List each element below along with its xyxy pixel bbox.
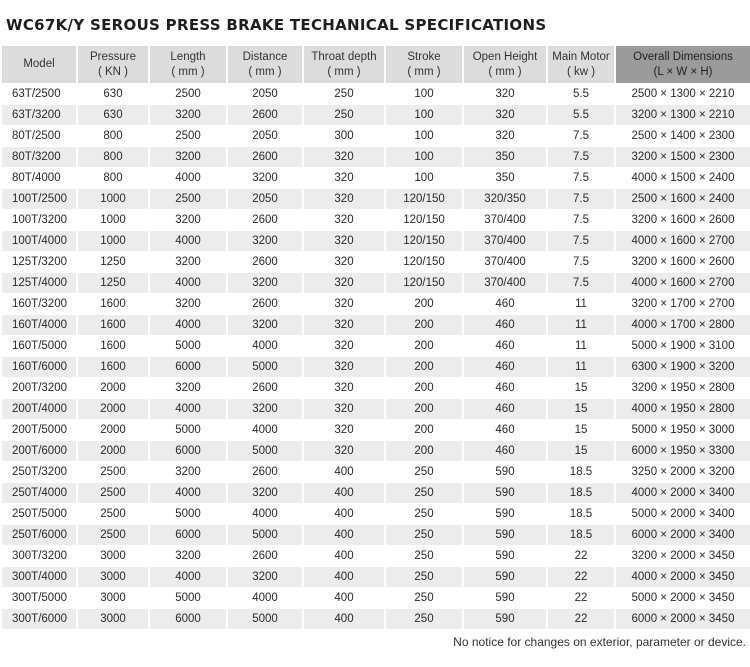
cell-model: 200T/4000 xyxy=(2,399,76,419)
cell-stroke: 200 xyxy=(386,357,462,377)
cell-main-motor: 5.5 xyxy=(548,105,614,125)
cell-stroke: 120/150 xyxy=(386,210,462,230)
cell-main-motor: 11 xyxy=(548,336,614,356)
table-row xyxy=(2,567,750,587)
cell-overall-dimensions: 6000 × 1950 × 3300 xyxy=(616,441,750,461)
cell-overall-dimensions: 5000 × 2000 × 3450 xyxy=(616,588,750,608)
cell-length: 2500 xyxy=(150,126,226,146)
cell-pressure: 2000 xyxy=(78,378,148,398)
cell-model: 250T/3200 xyxy=(2,462,76,482)
table-row xyxy=(2,189,750,209)
cell-overall-dimensions: 2500 × 1400 × 2300 xyxy=(616,126,750,146)
table-row xyxy=(2,105,750,125)
cell-pressure: 2000 xyxy=(78,399,148,419)
cell-open-height: 590 xyxy=(464,546,546,566)
cell-pressure: 3000 xyxy=(78,609,148,629)
cell-stroke: 250 xyxy=(386,462,462,482)
cell-throat-depth: 250 xyxy=(304,84,384,104)
cell-model: 250T/4000 xyxy=(2,483,76,503)
cell-length: 4000 xyxy=(150,231,226,251)
cell-main-motor: 22 xyxy=(548,609,614,629)
table-row xyxy=(2,609,750,629)
cell-stroke: 250 xyxy=(386,588,462,608)
cell-open-height: 460 xyxy=(464,294,546,314)
cell-stroke: 200 xyxy=(386,315,462,335)
cell-main-motor: 7.5 xyxy=(548,210,614,230)
cell-overall-dimensions: 3200 × 1600 × 2600 xyxy=(616,252,750,272)
cell-overall-dimensions: 3200 × 1500 × 2300 xyxy=(616,147,750,167)
cell-open-height: 460 xyxy=(464,336,546,356)
cell-throat-depth: 400 xyxy=(304,546,384,566)
cell-stroke: 100 xyxy=(386,126,462,146)
cell-open-height: 590 xyxy=(464,504,546,524)
cell-main-motor: 18.5 xyxy=(548,504,614,524)
cell-length: 4000 xyxy=(150,315,226,335)
cell-pressure: 630 xyxy=(78,105,148,125)
cell-stroke: 250 xyxy=(386,525,462,545)
cell-length: 6000 xyxy=(150,609,226,629)
cell-throat-depth: 250 xyxy=(304,105,384,125)
cell-pressure: 1000 xyxy=(78,231,148,251)
cell-stroke: 250 xyxy=(386,609,462,629)
cell-overall-dimensions: 5000 × 1900 × 3100 xyxy=(616,336,750,356)
cell-model: 300T/4000 xyxy=(2,567,76,587)
cell-throat-depth: 320 xyxy=(304,336,384,356)
table-row xyxy=(2,315,750,335)
cell-length: 4000 xyxy=(150,399,226,419)
table-row xyxy=(2,168,750,188)
cell-pressure: 1250 xyxy=(78,273,148,293)
cell-pressure: 2500 xyxy=(78,525,148,545)
cell-main-motor: 15 xyxy=(548,399,614,419)
cell-pressure: 2000 xyxy=(78,441,148,461)
cell-length: 6000 xyxy=(150,525,226,545)
cell-overall-dimensions: 4000 × 1600 × 2700 xyxy=(616,231,750,251)
cell-distance: 3200 xyxy=(228,231,302,251)
cell-distance: 2600 xyxy=(228,378,302,398)
column-header-main-motor: Main Motor ( kw ) xyxy=(548,46,614,83)
cell-stroke: 200 xyxy=(386,378,462,398)
cell-model: 100T/2500 xyxy=(2,189,76,209)
cell-throat-depth: 320 xyxy=(304,441,384,461)
cell-model: 160T/3200 xyxy=(2,294,76,314)
cell-stroke: 100 xyxy=(386,147,462,167)
cell-open-height: 460 xyxy=(464,420,546,440)
table-row xyxy=(2,546,750,566)
table-row xyxy=(2,357,750,377)
cell-open-height: 590 xyxy=(464,483,546,503)
cell-open-height: 350 xyxy=(464,168,546,188)
cell-throat-depth: 320 xyxy=(304,399,384,419)
cell-main-motor: 5.5 xyxy=(548,84,614,104)
cell-length: 4000 xyxy=(150,273,226,293)
cell-distance: 2600 xyxy=(228,294,302,314)
cell-distance: 5000 xyxy=(228,357,302,377)
cell-length: 4000 xyxy=(150,483,226,503)
cell-length: 5000 xyxy=(150,588,226,608)
table-row xyxy=(2,273,750,293)
column-header-distance: Distance ( mm ) xyxy=(228,46,302,83)
cell-length: 5000 xyxy=(150,420,226,440)
cell-pressure: 800 xyxy=(78,147,148,167)
cell-length: 3200 xyxy=(150,105,226,125)
cell-distance: 5000 xyxy=(228,441,302,461)
cell-main-motor: 22 xyxy=(548,567,614,587)
cell-distance: 4000 xyxy=(228,588,302,608)
cell-overall-dimensions: 3200 × 1600 × 2600 xyxy=(616,210,750,230)
cell-main-motor: 7.5 xyxy=(548,126,614,146)
cell-distance: 2600 xyxy=(228,546,302,566)
cell-open-height: 590 xyxy=(464,588,546,608)
cell-length: 3200 xyxy=(150,210,226,230)
cell-stroke: 200 xyxy=(386,420,462,440)
cell-pressure: 800 xyxy=(78,168,148,188)
column-header-model: Model xyxy=(2,46,76,83)
cell-model: 250T/5000 xyxy=(2,504,76,524)
cell-main-motor: 18.5 xyxy=(548,483,614,503)
table-row xyxy=(2,483,750,503)
cell-distance: 5000 xyxy=(228,609,302,629)
cell-pressure: 1600 xyxy=(78,294,148,314)
cell-main-motor: 15 xyxy=(548,378,614,398)
cell-pressure: 2000 xyxy=(78,420,148,440)
page-title: WC67K/Y SEROUS PRESS BRAKE TECHANICAL SPECIFICATIONS xyxy=(6,16,547,34)
cell-stroke: 250 xyxy=(386,567,462,587)
table-row xyxy=(2,462,750,482)
cell-model: 250T/6000 xyxy=(2,525,76,545)
cell-stroke: 250 xyxy=(386,504,462,524)
cell-open-height: 590 xyxy=(464,462,546,482)
cell-stroke: 120/150 xyxy=(386,273,462,293)
cell-pressure: 2500 xyxy=(78,462,148,482)
cell-main-motor: 7.5 xyxy=(548,231,614,251)
cell-throat-depth: 320 xyxy=(304,273,384,293)
cell-throat-depth: 320 xyxy=(304,147,384,167)
cell-stroke: 200 xyxy=(386,336,462,356)
cell-main-motor: 11 xyxy=(548,315,614,335)
cell-overall-dimensions: 4000 × 1600 × 2700 xyxy=(616,273,750,293)
cell-distance: 2600 xyxy=(228,147,302,167)
cell-main-motor: 11 xyxy=(548,294,614,314)
cell-overall-dimensions: 4000 × 1950 × 2800 xyxy=(616,399,750,419)
cell-length: 4000 xyxy=(150,168,226,188)
cell-length: 3200 xyxy=(150,147,226,167)
cell-model: 63T/2500 xyxy=(2,84,76,104)
cell-throat-depth: 300 xyxy=(304,126,384,146)
cell-length: 6000 xyxy=(150,441,226,461)
cell-open-height: 320 xyxy=(464,84,546,104)
cell-open-height: 370/400 xyxy=(464,210,546,230)
cell-throat-depth: 320 xyxy=(304,189,384,209)
cell-stroke: 200 xyxy=(386,399,462,419)
table-row xyxy=(2,210,750,230)
cell-overall-dimensions: 6000 × 2000 × 3400 xyxy=(616,525,750,545)
cell-main-motor: 7.5 xyxy=(548,252,614,272)
cell-open-height: 460 xyxy=(464,357,546,377)
cell-main-motor: 11 xyxy=(548,357,614,377)
cell-main-motor: 7.5 xyxy=(548,273,614,293)
cell-main-motor: 22 xyxy=(548,546,614,566)
cell-distance: 3200 xyxy=(228,399,302,419)
cell-model: 200T/6000 xyxy=(2,441,76,461)
cell-distance: 4000 xyxy=(228,420,302,440)
cell-pressure: 3000 xyxy=(78,588,148,608)
cell-distance: 3200 xyxy=(228,273,302,293)
cell-throat-depth: 320 xyxy=(304,315,384,335)
disclaimer-note: No notice for changes on exterior, parameter or device. xyxy=(453,635,746,649)
table-row xyxy=(2,420,750,440)
cell-pressure: 3000 xyxy=(78,567,148,587)
table-row xyxy=(2,294,750,314)
cell-throat-depth: 320 xyxy=(304,357,384,377)
cell-model: 160T/5000 xyxy=(2,336,76,356)
cell-length: 5000 xyxy=(150,336,226,356)
cell-open-height: 370/400 xyxy=(464,273,546,293)
cell-model: 100T/3200 xyxy=(2,210,76,230)
cell-overall-dimensions: 6300 × 1900 × 3200 xyxy=(616,357,750,377)
cell-distance: 3200 xyxy=(228,567,302,587)
cell-distance: 3200 xyxy=(228,315,302,335)
table-row xyxy=(2,84,750,104)
cell-distance: 2600 xyxy=(228,105,302,125)
table-row xyxy=(2,525,750,545)
cell-model: 80T/3200 xyxy=(2,147,76,167)
cell-stroke: 120/150 xyxy=(386,252,462,272)
cell-length: 2500 xyxy=(150,84,226,104)
table-row xyxy=(2,252,750,272)
cell-main-motor: 7.5 xyxy=(548,147,614,167)
cell-open-height: 460 xyxy=(464,399,546,419)
cell-model: 300T/3200 xyxy=(2,546,76,566)
cell-throat-depth: 320 xyxy=(304,210,384,230)
table-row xyxy=(2,399,750,419)
cell-model: 125T/3200 xyxy=(2,252,76,272)
cell-open-height: 320/350 xyxy=(464,189,546,209)
cell-open-height: 370/400 xyxy=(464,252,546,272)
cell-pressure: 630 xyxy=(78,84,148,104)
cell-throat-depth: 400 xyxy=(304,483,384,503)
cell-pressure: 1600 xyxy=(78,336,148,356)
cell-main-motor: 7.5 xyxy=(548,189,614,209)
table-row xyxy=(2,126,750,146)
table-row xyxy=(2,441,750,461)
cell-distance: 2600 xyxy=(228,210,302,230)
table-body xyxy=(2,84,750,629)
cell-model: 160T/6000 xyxy=(2,357,76,377)
cell-overall-dimensions: 2500 × 1300 × 2210 xyxy=(616,84,750,104)
cell-model: 160T/4000 xyxy=(2,315,76,335)
cell-distance: 3200 xyxy=(228,483,302,503)
cell-model: 80T/4000 xyxy=(2,168,76,188)
cell-model: 100T/4000 xyxy=(2,231,76,251)
cell-open-height: 460 xyxy=(464,378,546,398)
cell-throat-depth: 320 xyxy=(304,378,384,398)
cell-main-motor: 22 xyxy=(548,588,614,608)
cell-throat-depth: 320 xyxy=(304,252,384,272)
cell-stroke: 120/150 xyxy=(386,231,462,251)
cell-throat-depth: 320 xyxy=(304,420,384,440)
cell-model: 300T/5000 xyxy=(2,588,76,608)
column-header-throat-depth: Throat depth ( mm ) xyxy=(304,46,384,83)
cell-overall-dimensions: 3200 × 1700 × 2700 xyxy=(616,294,750,314)
cell-main-motor: 15 xyxy=(548,420,614,440)
column-header-pressure: Pressure ( KN ) xyxy=(78,46,148,83)
cell-pressure: 1000 xyxy=(78,210,148,230)
table-row xyxy=(2,336,750,356)
cell-model: 63T/3200 xyxy=(2,105,76,125)
cell-overall-dimensions: 4000 × 2000 × 3450 xyxy=(616,567,750,587)
cell-distance: 2600 xyxy=(228,252,302,272)
cell-open-height: 590 xyxy=(464,525,546,545)
cell-stroke: 250 xyxy=(386,546,462,566)
cell-overall-dimensions: 3200 × 1950 × 2800 xyxy=(616,378,750,398)
cell-length: 3200 xyxy=(150,378,226,398)
header-row xyxy=(2,46,750,83)
cell-throat-depth: 320 xyxy=(304,231,384,251)
cell-open-height: 370/400 xyxy=(464,231,546,251)
cell-distance: 5000 xyxy=(228,525,302,545)
cell-model: 200T/5000 xyxy=(2,420,76,440)
cell-distance: 2050 xyxy=(228,126,302,146)
cell-distance: 2050 xyxy=(228,189,302,209)
column-header-overall-dimensions: Overall Dimensions (L × W × H) xyxy=(616,46,750,83)
table-row xyxy=(2,231,750,251)
cell-stroke: 200 xyxy=(386,441,462,461)
cell-model: 200T/3200 xyxy=(2,378,76,398)
cell-model: 125T/4000 xyxy=(2,273,76,293)
cell-length: 2500 xyxy=(150,189,226,209)
cell-open-height: 460 xyxy=(464,441,546,461)
cell-length: 4000 xyxy=(150,567,226,587)
cell-stroke: 100 xyxy=(386,105,462,125)
cell-pressure: 1000 xyxy=(78,189,148,209)
cell-overall-dimensions: 2500 × 1600 × 2400 xyxy=(616,189,750,209)
cell-pressure: 3000 xyxy=(78,546,148,566)
cell-stroke: 250 xyxy=(386,483,462,503)
cell-pressure: 1250 xyxy=(78,252,148,272)
cell-stroke: 200 xyxy=(386,294,462,314)
cell-pressure: 800 xyxy=(78,126,148,146)
cell-open-height: 590 xyxy=(464,567,546,587)
cell-main-motor: 7.5 xyxy=(548,168,614,188)
cell-overall-dimensions: 5000 × 2000 × 3400 xyxy=(616,504,750,524)
cell-throat-depth: 400 xyxy=(304,567,384,587)
cell-open-height: 320 xyxy=(464,105,546,125)
cell-open-height: 320 xyxy=(464,126,546,146)
cell-stroke: 120/150 xyxy=(386,189,462,209)
table-row xyxy=(2,147,750,167)
cell-stroke: 100 xyxy=(386,84,462,104)
cell-throat-depth: 400 xyxy=(304,525,384,545)
cell-stroke: 100 xyxy=(386,168,462,188)
cell-overall-dimensions: 4000 × 1500 × 2400 xyxy=(616,168,750,188)
cell-model: 300T/6000 xyxy=(2,609,76,629)
cell-main-motor: 18.5 xyxy=(548,525,614,545)
cell-length: 5000 xyxy=(150,504,226,524)
spec-table xyxy=(0,45,750,630)
cell-distance: 4000 xyxy=(228,336,302,356)
cell-pressure: 1600 xyxy=(78,357,148,377)
cell-throat-depth: 400 xyxy=(304,462,384,482)
cell-open-height: 350 xyxy=(464,147,546,167)
cell-overall-dimensions: 3200 × 2000 × 3450 xyxy=(616,546,750,566)
cell-length: 3200 xyxy=(150,462,226,482)
cell-length: 3200 xyxy=(150,252,226,272)
cell-throat-depth: 400 xyxy=(304,588,384,608)
column-header-length: Length ( mm ) xyxy=(150,46,226,83)
cell-distance: 2600 xyxy=(228,462,302,482)
cell-overall-dimensions: 4000 × 1700 × 2800 xyxy=(616,315,750,335)
cell-main-motor: 15 xyxy=(548,441,614,461)
cell-throat-depth: 400 xyxy=(304,504,384,524)
cell-distance: 2050 xyxy=(228,84,302,104)
cell-open-height: 590 xyxy=(464,609,546,629)
cell-pressure: 2500 xyxy=(78,483,148,503)
cell-distance: 4000 xyxy=(228,504,302,524)
cell-main-motor: 18.5 xyxy=(548,462,614,482)
cell-overall-dimensions: 5000 × 1950 × 3000 xyxy=(616,420,750,440)
cell-pressure: 1600 xyxy=(78,315,148,335)
cell-throat-depth: 320 xyxy=(304,294,384,314)
table-row xyxy=(2,588,750,608)
cell-length: 3200 xyxy=(150,546,226,566)
cell-overall-dimensions: 6000 × 2000 × 3450 xyxy=(616,609,750,629)
cell-throat-depth: 400 xyxy=(304,609,384,629)
cell-overall-dimensions: 3250 × 2000 × 3200 xyxy=(616,462,750,482)
table-row xyxy=(2,504,750,524)
cell-length: 3200 xyxy=(150,294,226,314)
cell-pressure: 2500 xyxy=(78,504,148,524)
cell-length: 6000 xyxy=(150,357,226,377)
cell-overall-dimensions: 3200 × 1300 × 2210 xyxy=(616,105,750,125)
column-header-stroke: Stroke ( mm ) xyxy=(386,46,462,83)
cell-throat-depth: 320 xyxy=(304,168,384,188)
cell-overall-dimensions: 4000 × 2000 × 3400 xyxy=(616,483,750,503)
cell-model: 80T/2500 xyxy=(2,126,76,146)
cell-open-height: 460 xyxy=(464,315,546,335)
column-header-open-height: Open Height ( mm ) xyxy=(464,46,546,83)
table-header xyxy=(2,46,750,83)
cell-distance: 3200 xyxy=(228,168,302,188)
table-row xyxy=(2,378,750,398)
